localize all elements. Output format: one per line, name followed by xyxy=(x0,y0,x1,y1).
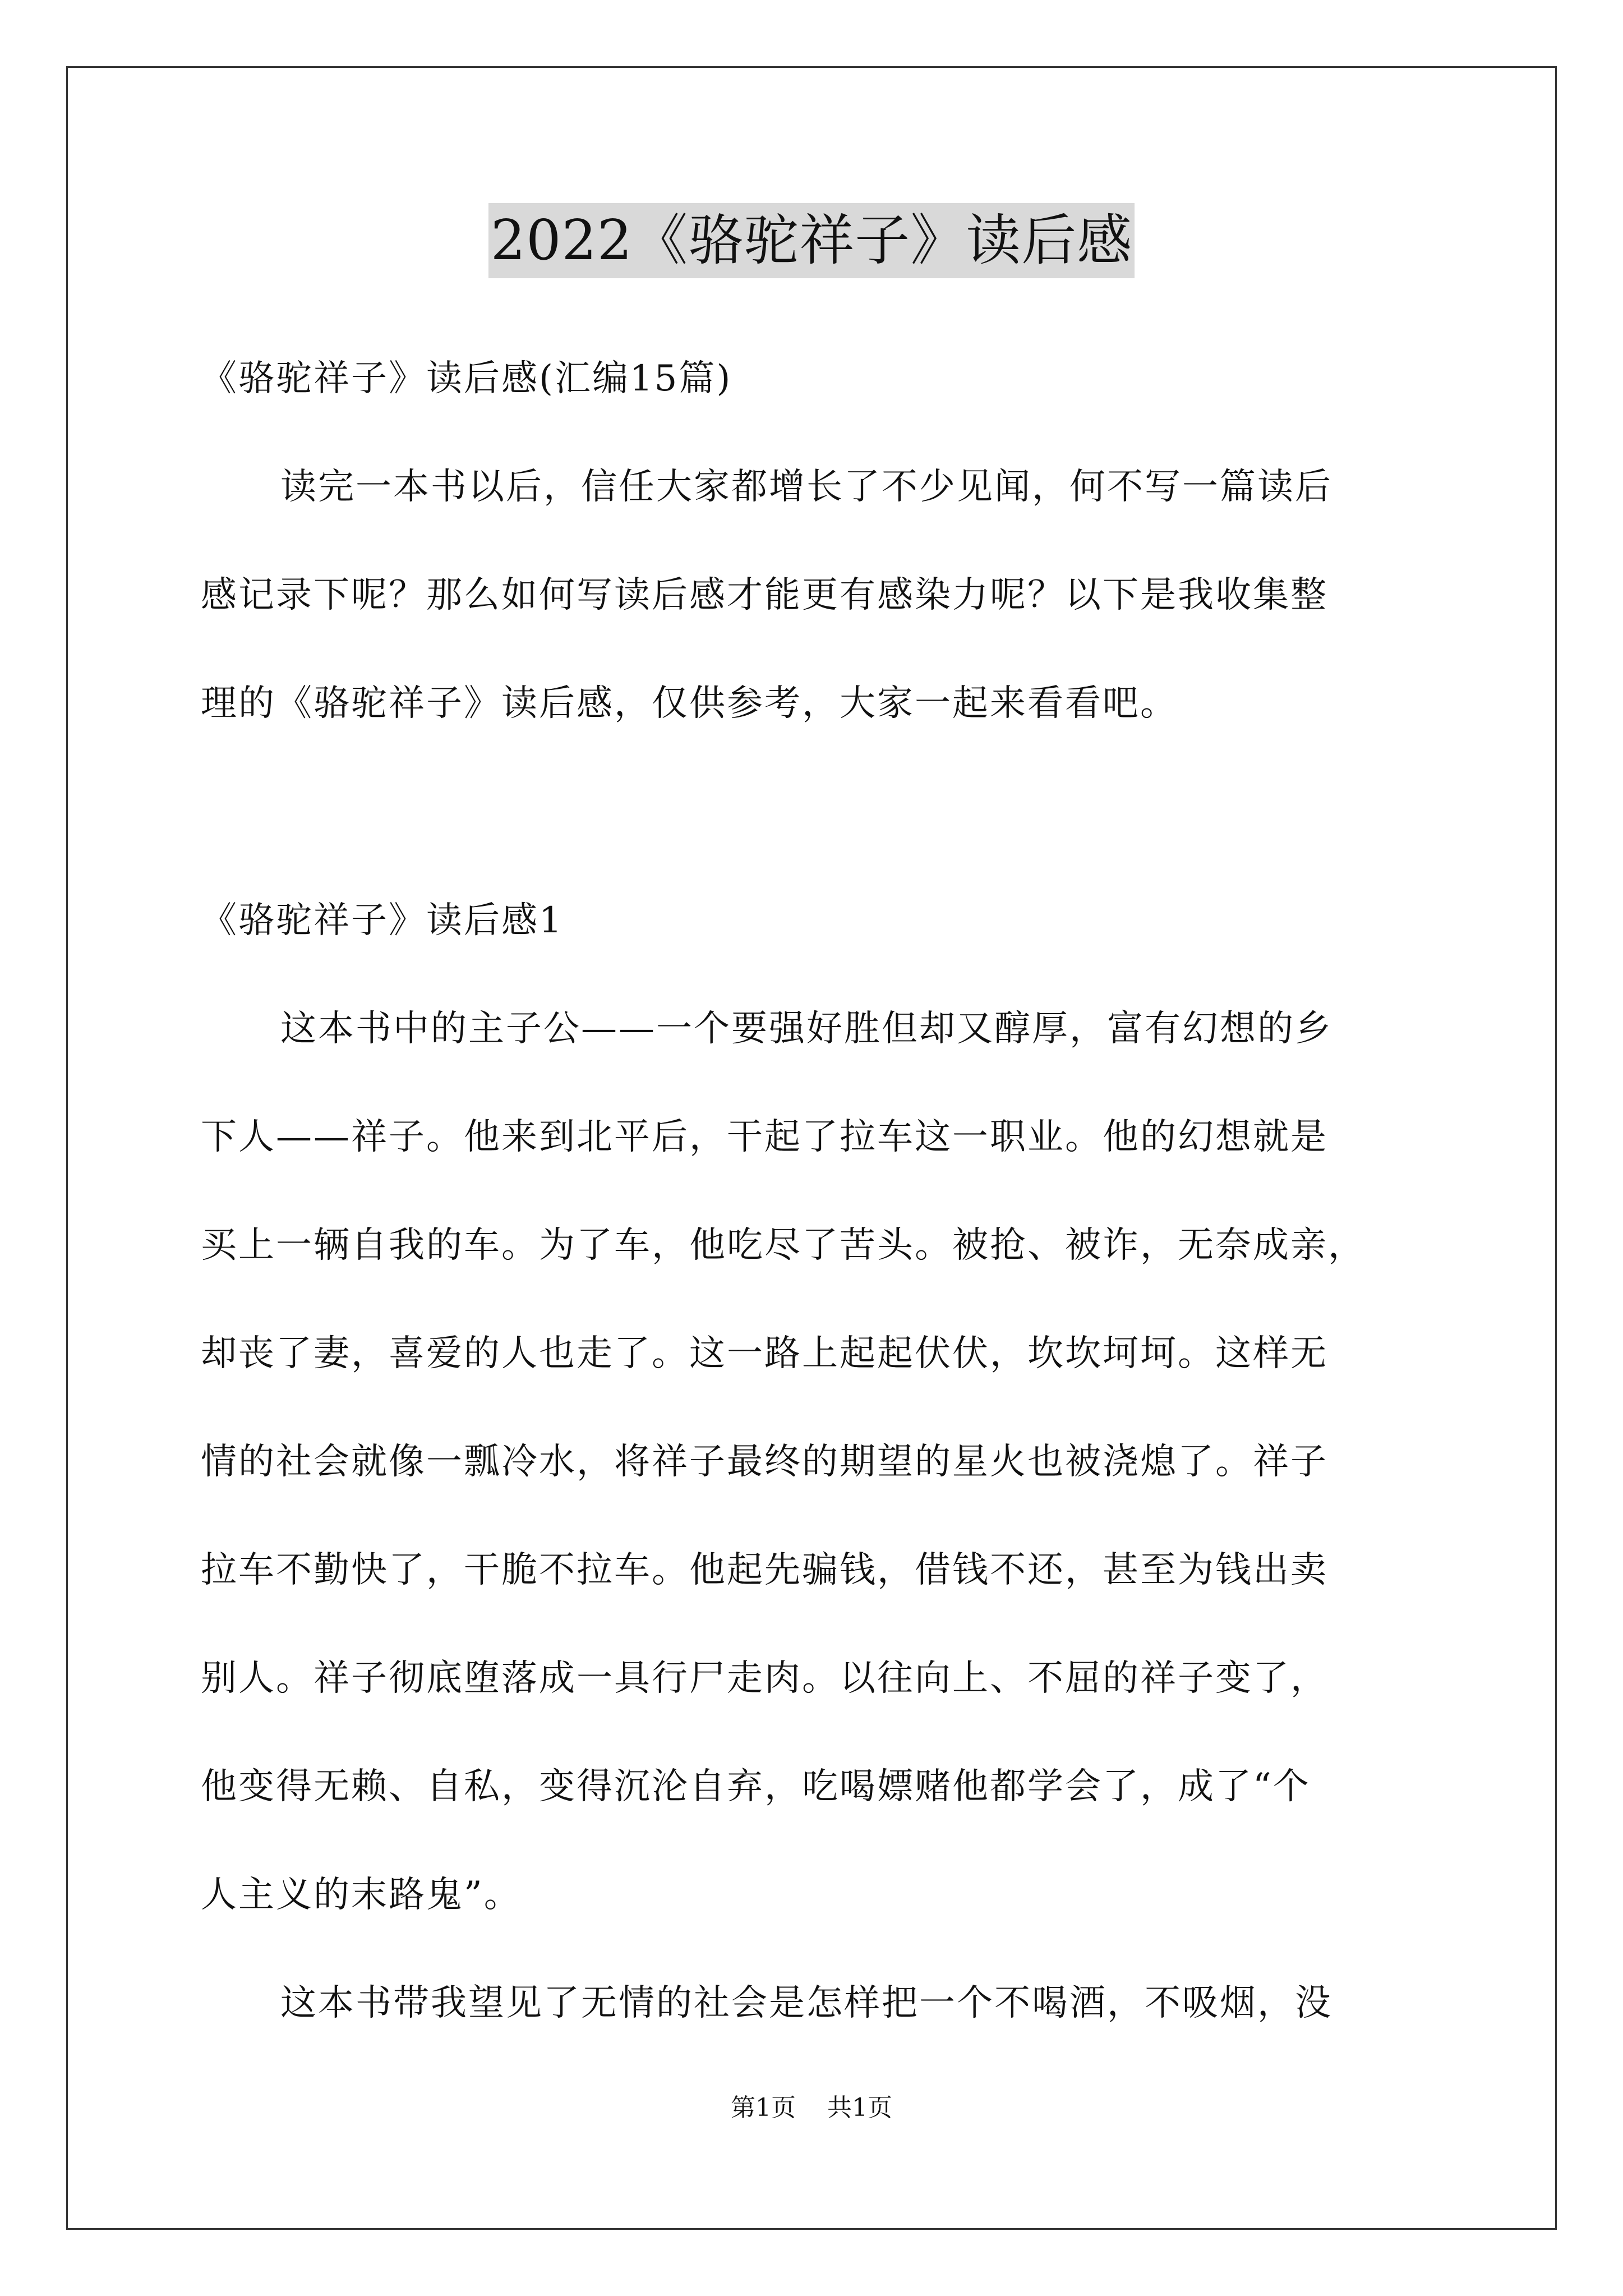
paragraph1-line: 买上一辆自我的车。为了车，他吃尽了苦头。被抢、被诈，无奈成亲， xyxy=(201,1225,1366,1266)
intro-line: 理的《骆驼祥子》读后感，仅供参考，大家一起来看看吧。 xyxy=(201,683,1178,724)
paragraph1-line: 他变得无赖、自私，变得沉沦自弃，吃喝嫖赌他都学会了，成了“个 xyxy=(201,1766,1311,1807)
paragraph1-line: 别人。祥子彻底堕落成一具行尸走肉。以往向上、不屈的祥子变了， xyxy=(201,1658,1328,1699)
page-number-total: 共1页 xyxy=(827,2093,892,2122)
paragraph1-line: 却丧了妻，喜爱的人也走了。这一路上起起伏伏，坎坎坷坷。这样无 xyxy=(201,1333,1328,1374)
section-heading: 《骆驼祥子》读后感1 xyxy=(201,900,564,941)
intro-line: 感记录下呢？那么如何写读后感才能更有感染力呢？以下是我收集整 xyxy=(201,574,1328,616)
page-number-current: 第1页 xyxy=(731,2093,796,2122)
intro-line: 读完一本书以后，信任大家都增长了不少见闻，何不写一篇读后 xyxy=(280,466,1332,508)
paragraph1-line: 这本书中的主子公——一个要强好胜但却又醇厚，富有幻想的乡 xyxy=(280,1008,1332,1050)
paragraph1-line: 情的社会就像一瓢冷水，将祥子最终的期望的星火也被浇熄了。祥子 xyxy=(201,1441,1328,1483)
paragraph2-line: 这本书带我望见了无情的社会是怎样把一个不喝酒，不吸烟，没 xyxy=(280,1982,1332,2024)
document-subtitle: 《骆驼祥子》读后感(汇编15篇) xyxy=(201,358,732,399)
document-title: 2022《骆驼祥子》读后感 xyxy=(488,203,1135,278)
paragraph1-line: 人主义的末路鬼”。 xyxy=(201,1874,522,1916)
paragraph1-line: 拉车不勤快了，干脆不拉车。他起先骗钱，借钱不还，甚至为钱出卖 xyxy=(201,1549,1328,1591)
paragraph1-line: 下人——祥子。他来到北平后，干起了拉车这一职业。他的幻想就是 xyxy=(201,1116,1328,1158)
title-container xyxy=(0,203,1623,278)
page-footer xyxy=(0,2091,1623,2125)
